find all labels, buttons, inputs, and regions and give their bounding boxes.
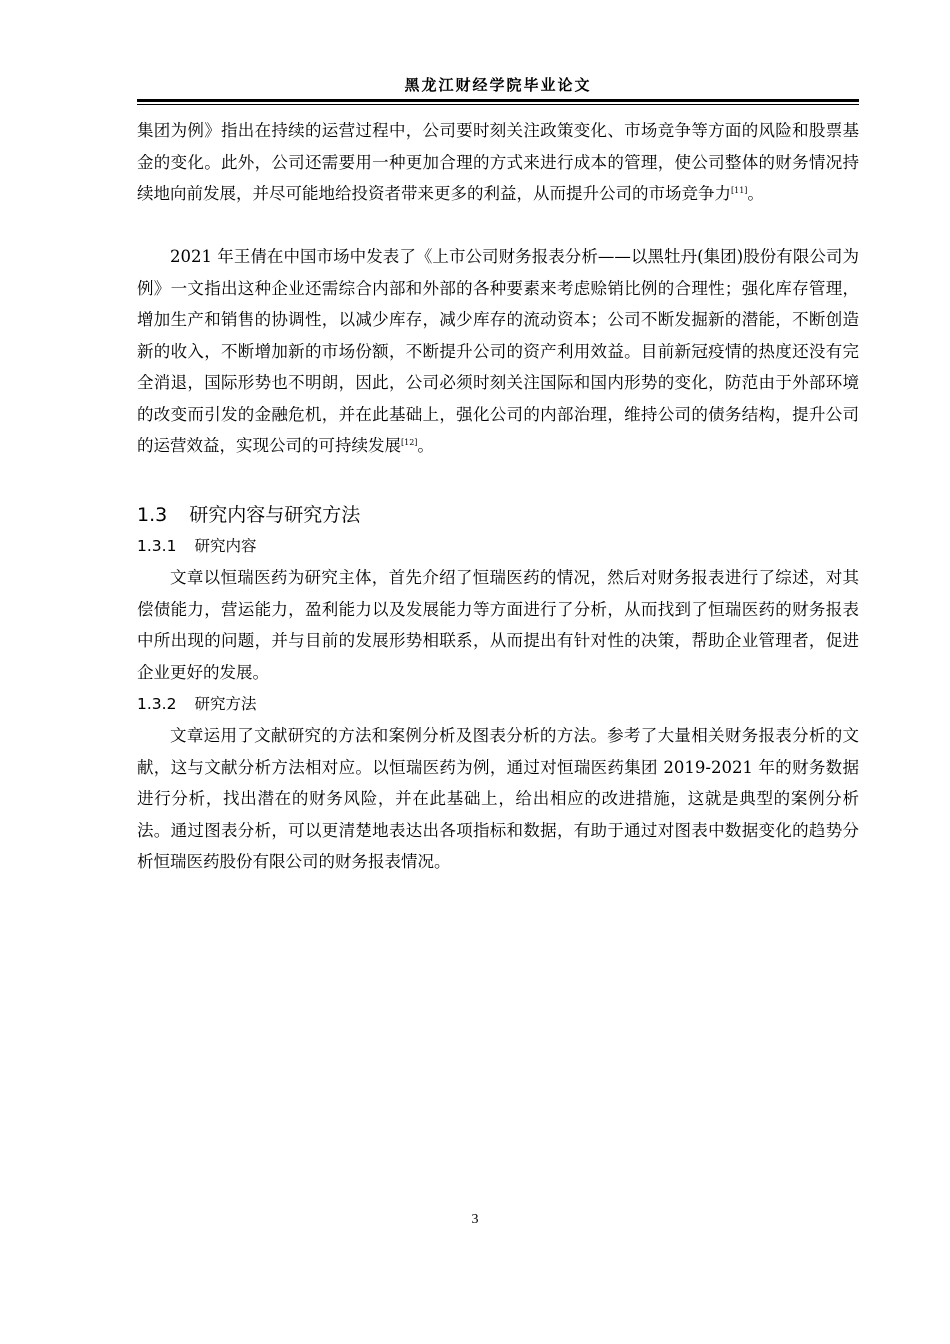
subsection-heading-1-3-2 <box>137 690 256 718</box>
subsection-number: 1.3.2 <box>137 695 177 713</box>
paragraph-3-text: 文章以恒瑞医药为研究主体，首先介绍了恒瑞医药的情况，然后对财务报表进行了综述，对其偿债能力，营运能力，盈利能力以及发展能力等方面进行了分析，从而找到了恒瑞医药的财务报表中所出现的问题，并与目前的发展形势相联系，从而提出有针对性的决策，帮助企业管理者，促进企业更好的发展。 <box>137 568 859 682</box>
paragraph-3 <box>137 562 859 688</box>
subsection-heading-1-3-1 <box>137 532 256 560</box>
section-heading-1-3 <box>137 499 360 531</box>
section-number: 1.3 <box>137 504 168 526</box>
subsection-number: 1.3.1 <box>137 537 177 555</box>
running-header: 黑龙江财经学院毕业论文 <box>404 76 592 94</box>
paragraph-1-text: 集团为例》指出在持续的运营过程中，公司要时刻关注政策变化、市场竞争等方面的风险和股票基金的变化。此外，公司还需要用一种更加合理的方式来进行成本的管理，使公司整体的财务情况持续地向前发展，并尽可能地给投资者带来更多的利益，从而提升公司的市场竞争力 <box>137 121 859 203</box>
page-number: 3 <box>471 1212 479 1227</box>
paragraph-2 <box>137 241 859 462</box>
paragraph-4 <box>137 720 859 878</box>
paragraph-4-text: 文章运用了文献研究的方法和案例分析及图表分析的方法。参考了大量相关财务报表分析的文献，这与文献分析方法相对应。以恒瑞医药为例，通过对恒瑞医药集团 2019-2021 年的财务数据进行分析，找出潜在的财务风险，并在此基础上，给出相应的改进措施，这就是典型的案例分析法。通过图表分析，可以更清楚地表达出各项指标和数据，有助于通过对图表中数据变化的趋势分析恒瑞医药股份有限公司的财务报表情况。 <box>137 726 859 871</box>
header-rule-thick <box>137 99 859 102</box>
subsection-title: 研究方法 <box>194 695 257 713</box>
paragraph-2-end: 。 <box>417 436 434 455</box>
section-title: 研究内容与研究方法 <box>189 504 361 526</box>
header-rule-thin <box>137 104 859 105</box>
paragraph-1-end: 。 <box>747 184 764 203</box>
paragraph-1 <box>137 115 859 210</box>
citation-12: [12] <box>401 438 418 447</box>
paragraph-2-text: 2021 年王倩在中国市场中发表了《上市公司财务报表分析——以黑牡丹(集团)股份有限公司为例》一文指出这种企业还需综合内部和外部的各种要素来考虑赊销比例的合理性；强化库存管理，增加生产和销售的协调性，以减少库存，减少库存的流动资本；公司不断发掘新的潜能，不断创造新的收入，不断增加新的市场份额，不断提升公司的资产利用效益。目前新冠疫情的热度还没有完全消退，国际形势也不明朗，因此，公司必须时刻关注国际和国内形势的变化，防范由于外部环境的改变而引发的金融危机，并在此基础上，强化公司的内部治理，维持公司的债务结构，提升公司的运营效益，实现公司的可持续发展 <box>137 247 859 455</box>
subsection-title: 研究内容 <box>194 537 257 555</box>
citation-11: [11] <box>731 186 748 195</box>
